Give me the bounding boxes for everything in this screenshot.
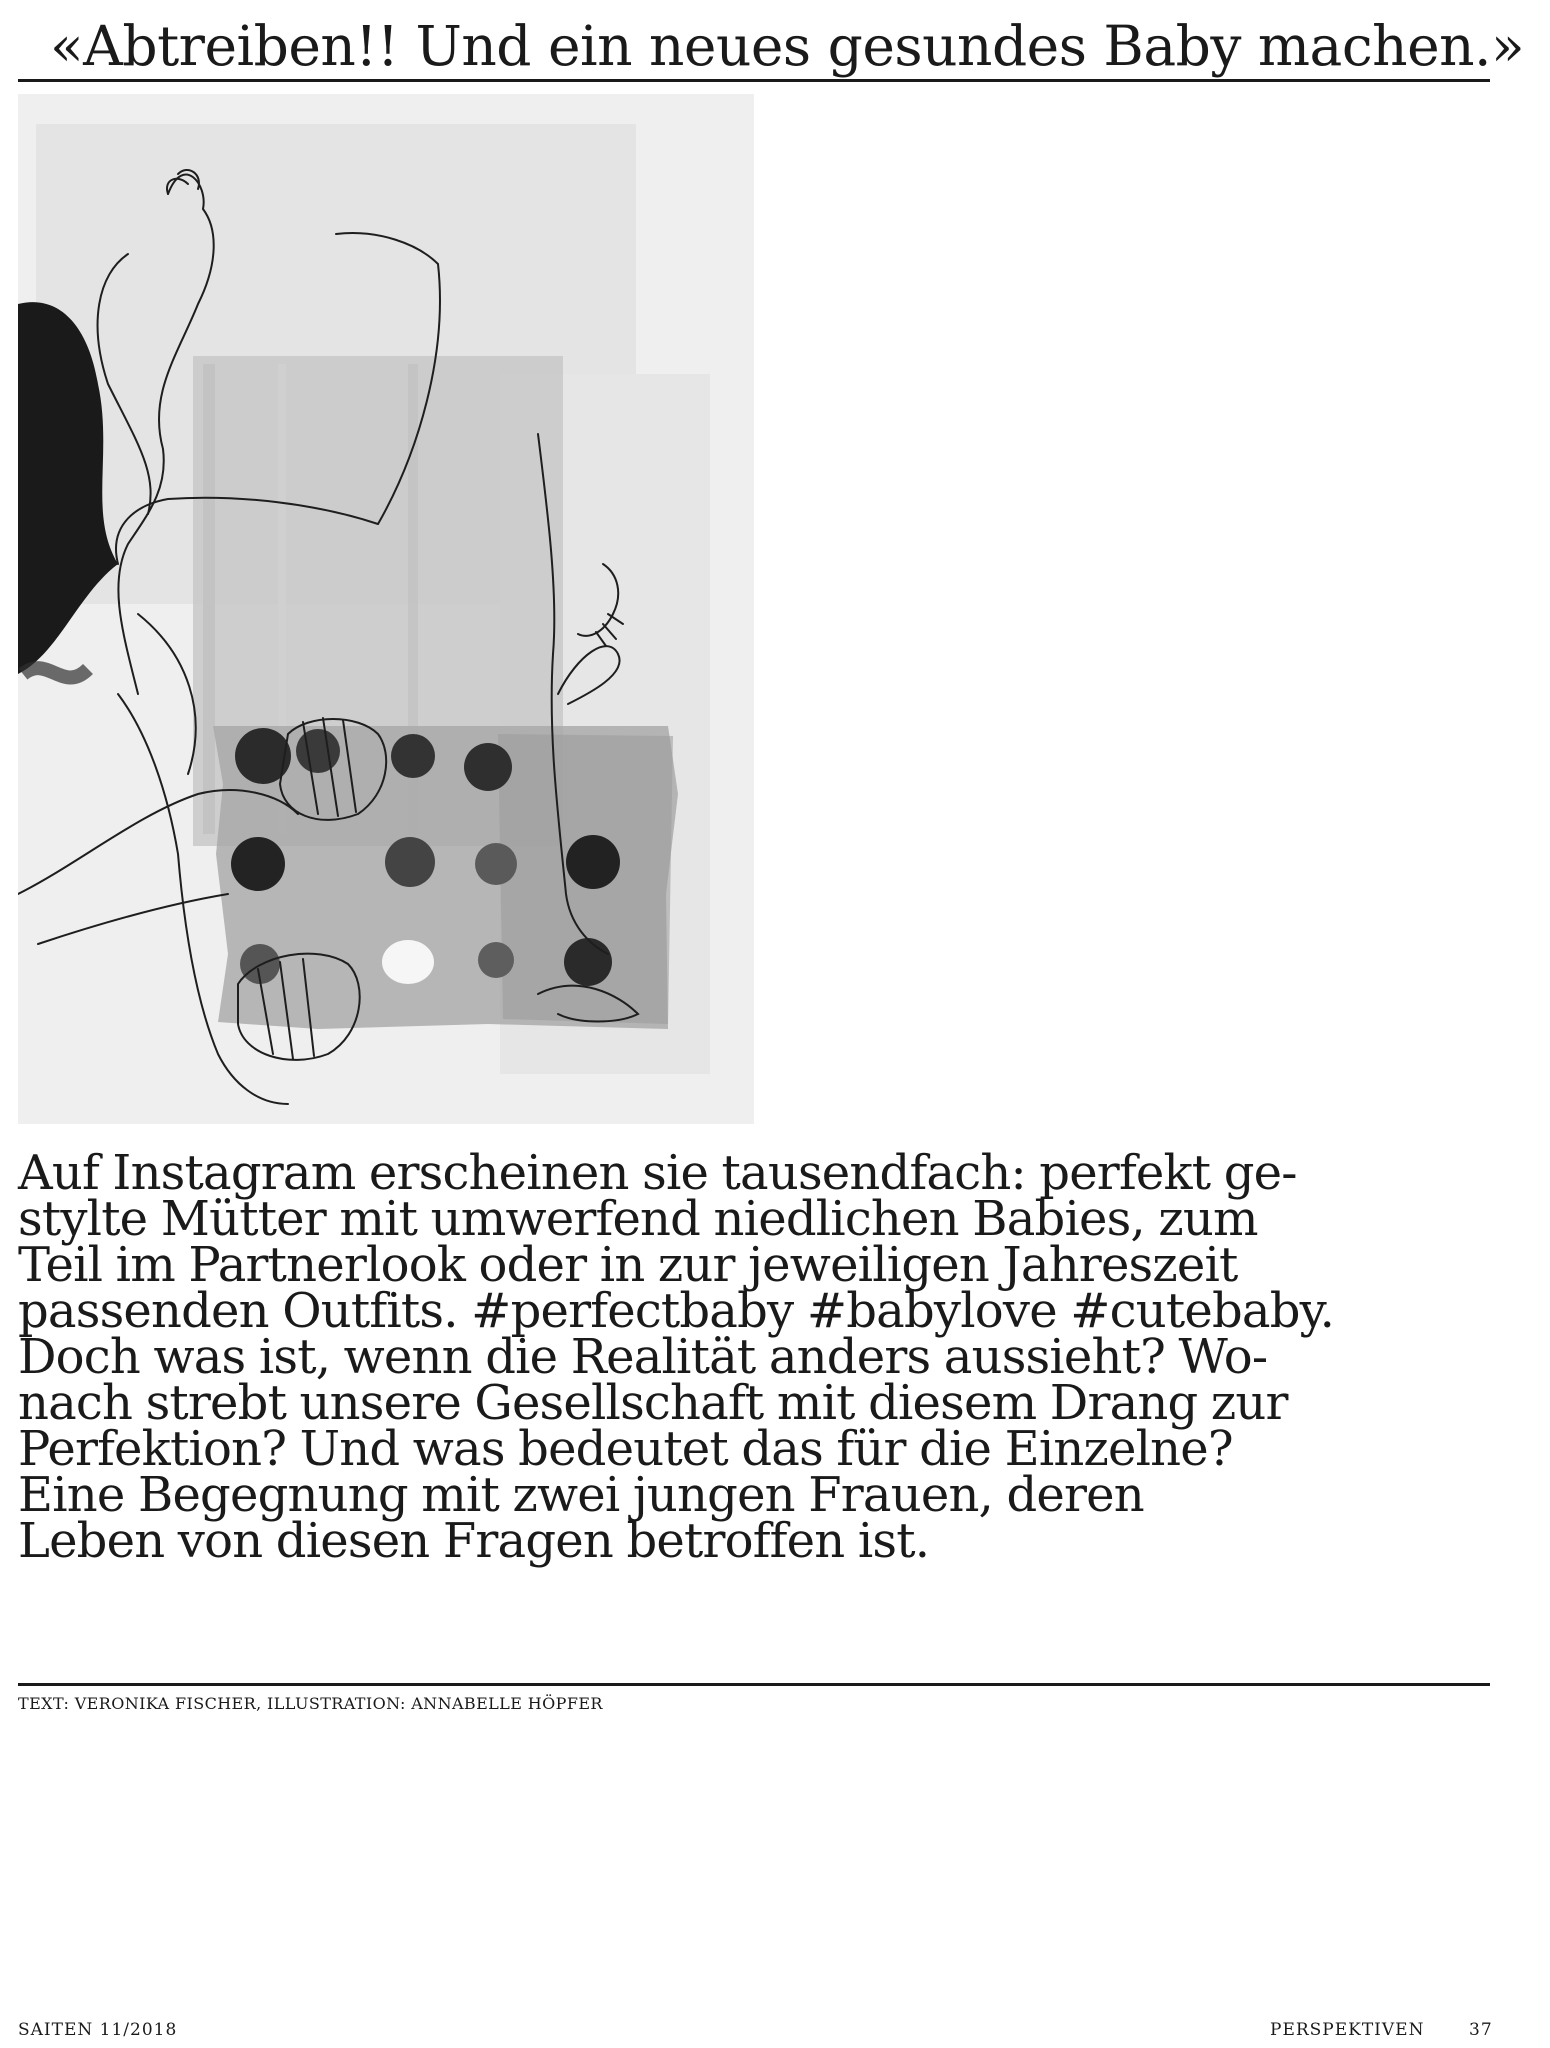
- ink-dot: [464, 743, 512, 791]
- grey-panel-streak: [203, 364, 215, 834]
- ink-dot: [391, 734, 435, 778]
- title-rule: [18, 79, 1490, 82]
- article-title: «Abtreiben!! Und ein neues gesundes Baby machen.»: [50, 14, 1525, 78]
- article-credit: TEXT: VERONIKA FISCHER, ILLUSTRATION: ANNABELLE HÖPFER: [18, 1694, 603, 1713]
- lead-line: Auf Instagram erscheinen sie tausendfach: perfekt ge-: [18, 1145, 1297, 1201]
- footer-issue: SAITEN 11/2018: [18, 2020, 178, 2040]
- lead-line: Perfektion? Und was bedeutet das für die Einzelne?: [18, 1421, 1233, 1477]
- lead-rule: [18, 1683, 1490, 1686]
- ink-dot: [296, 729, 340, 773]
- white-dot: [382, 940, 434, 984]
- ink-dot: [564, 938, 612, 986]
- footer-page-number: 37: [1469, 2020, 1493, 2040]
- lead-line: Doch was ist, wenn die Realität anders aussieht? Wo-: [18, 1329, 1268, 1385]
- lead-line: Teil im Partnerlook oder in zur jeweiligen Jahreszeit: [18, 1237, 1238, 1293]
- illustration-drawing: [18, 94, 754, 1124]
- lead-line: nach strebt unsere Gesellschaft mit diesem Drang zur: [18, 1375, 1288, 1431]
- illustration: [18, 94, 754, 1124]
- lead-line: Leben von diesen Fragen betroffen ist.: [18, 1513, 930, 1569]
- lead-line: stylte Mütter mit umwerfend niedlichen Babies, zum: [18, 1191, 1258, 1247]
- footer-section: PERSPEKTIVEN: [1270, 2020, 1425, 2040]
- ink-dot: [566, 835, 620, 889]
- black-ink-smear-stroke: [23, 668, 88, 677]
- lead-paragraph: [18, 1145, 1498, 1569]
- lead-line: passenden Outfits. #perfectbaby #babylove #cutebaby.: [18, 1283, 1335, 1339]
- ink-dot: [385, 837, 435, 887]
- ink-dot: [231, 837, 285, 891]
- ink-dot: [478, 942, 514, 978]
- ink-dot: [475, 843, 517, 885]
- ink-dot: [235, 728, 291, 784]
- lead-line: Eine Begegnung mit zwei jungen Frauen, deren: [18, 1467, 1144, 1523]
